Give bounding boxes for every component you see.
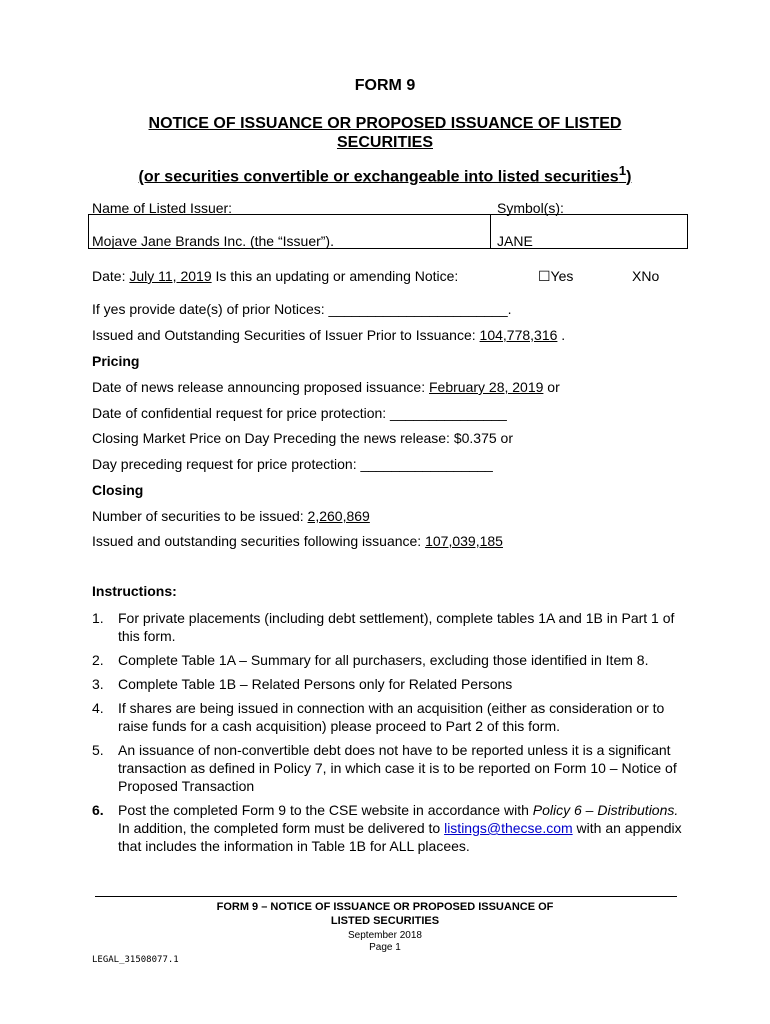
outstanding-after-label: Issued and outstanding securities following issuance: — [92, 533, 422, 549]
item-text: For private placements (including debt settlement), complete tables 1A and 1B in Part 1 of this form. — [118, 610, 675, 644]
news-release-suffix: or — [543, 379, 560, 395]
footer-date: September 2018 — [348, 930, 422, 941]
num-securities-value: 2,260,869 — [307, 508, 370, 524]
item6-text-a: Post the completed Form 9 to the CSE website in accordance with — [118, 802, 533, 818]
pricing-heading: Pricing — [92, 353, 140, 369]
outstanding-prior-suffix: . — [561, 327, 566, 343]
news-release-value: February 28, 2019 — [429, 379, 544, 395]
subheading-text: (or securities convertible or exchangeable into listed securities — [138, 168, 619, 186]
yes-checkbox[interactable]: ☐Yes — [538, 268, 574, 284]
outstanding-prior-value: 104,778,316 — [479, 327, 558, 343]
instructions-list — [92, 609, 692, 861]
footer-line1: FORM 9 – NOTICE OF ISSUANCE OR PROPOSED ISSUANCE OF — [216, 901, 554, 913]
closing-market-price: Closing Market Price on Day Preceding the news release: $0.375 or — [92, 430, 513, 446]
symbol-label: Symbol(s): — [497, 200, 564, 216]
item-number: 5. — [92, 742, 104, 758]
footer-divider — [95, 896, 677, 897]
confidential-request: Date of confidential request for price protection: _______________ — [92, 405, 507, 421]
list-item — [92, 741, 692, 795]
date-label: Date: — [92, 268, 126, 284]
item-text: Complete Table 1A – Summary for all purchasers, excluding those identified in Item 8. — [118, 652, 649, 668]
num-securities-label: Number of securities to be issued: — [92, 508, 304, 524]
news-release-row — [92, 379, 560, 395]
heading-line1: NOTICE OF ISSUANCE OR PROPOSED ISSUANCE OF LISTED — [148, 115, 622, 132]
num-securities-row — [92, 508, 370, 524]
outstanding-prior-label: Issued and Outstanding Securities of Issuer Prior to Issuance: — [92, 327, 476, 343]
no-checkbox[interactable]: XNo — [632, 268, 660, 284]
item-number: 6. — [92, 802, 104, 818]
document-id: LEGAL_31508077.1 — [92, 955, 179, 965]
email-link[interactable]: listings@thecse.com — [444, 820, 573, 836]
instructions-heading: Instructions: — [92, 583, 177, 599]
page-number: Page 1 — [369, 942, 401, 953]
item-text: An issuance of non-convertible debt does not have to be reported unless it is a significant transaction as defined in Policy 7, in which case it is to be reported on Form 10 – Notice of Proposed Transaction — [118, 742, 677, 794]
list-item — [92, 651, 692, 669]
subheading-close: ) — [626, 168, 632, 186]
symbol-value: JANE — [497, 233, 533, 249]
date-row — [92, 268, 458, 284]
outstanding-after-row — [92, 533, 503, 549]
item6-text-b: In addition, the completed form must be delivered to — [118, 820, 445, 836]
outstanding-after-value: 107,039,185 — [425, 533, 503, 549]
day-preceding: Day preceding request for price protection: _________________ — [92, 456, 493, 472]
list-item — [92, 609, 692, 645]
date-value: July 11, 2019 — [129, 268, 212, 284]
issuer-name-value: Mojave Jane Brands Inc. (the “Issuer”). — [92, 233, 334, 249]
item-text: Complete Table 1B – Related Persons only for Related Persons — [118, 676, 513, 692]
footer-line2: LISTED SECURITIES — [330, 915, 440, 927]
issuer-name-label: Name of Listed Issuer: — [92, 200, 233, 216]
prior-notices: If yes provide date(s) of prior Notices: _______________________. — [92, 301, 512, 317]
subheading — [0, 161, 770, 186]
list-item — [92, 801, 692, 855]
item6-text-c: with an appendix that includes the information in Table 1B for ALL placees. — [118, 820, 682, 854]
item-number: 2. — [92, 652, 104, 668]
item-number: 1. — [92, 610, 104, 626]
form-title: FORM 9 — [354, 77, 416, 94]
item-text: If shares are being issued in connection with an acquisition (either as consideration or to raise funds for a cash acquisition) please proceed to Part 2 of this form. — [118, 700, 665, 734]
item-text — [118, 801, 692, 855]
outstanding-prior — [92, 327, 565, 343]
item-number: 3. — [92, 676, 104, 692]
footnote-marker: 1 — [618, 163, 627, 178]
heading-line2: SECURITIES — [336, 134, 433, 151]
news-release-label: Date of news release announcing proposed issuance: — [92, 379, 426, 395]
table-divider — [490, 214, 491, 248]
list-item — [92, 699, 692, 735]
amend-question: Is this an updating or amending Notice: — [215, 268, 459, 284]
closing-heading: Closing — [92, 482, 144, 498]
policy-reference: Policy 6 – Distributions. — [532, 802, 679, 818]
item-number: 4. — [92, 700, 104, 716]
list-item — [92, 675, 692, 693]
